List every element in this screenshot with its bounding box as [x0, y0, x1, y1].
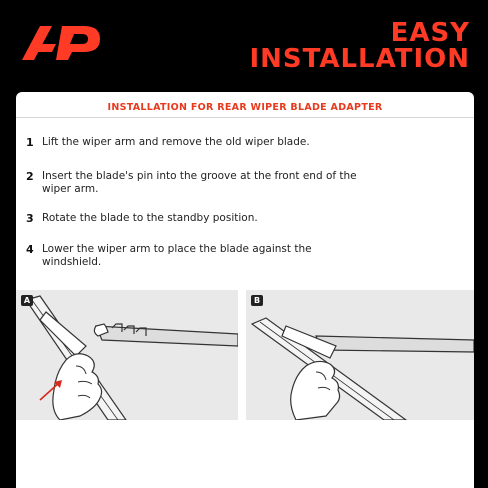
hand-inserting-blade-pin-illustration [16, 290, 238, 420]
step-text: Lower the wiper arm to place the blade against the windshield. [42, 243, 312, 268]
step-text: Lift the wiper arm and remove the old wiper blade. [42, 136, 310, 148]
step-number: 3 [26, 212, 34, 225]
panel-a-badge: A [21, 295, 33, 306]
hand-rotating-blade-illustration [246, 290, 474, 420]
panel-a [16, 290, 238, 420]
headline-line1: EASY [390, 18, 470, 48]
title-divider [16, 117, 474, 118]
card-title: INSTALLATION FOR REAR WIPER BLADE ADAPTER [107, 102, 383, 113]
headline-line2: INSTALLATION [249, 44, 470, 74]
instructions-card [16, 92, 474, 488]
panel-b-badge: B [251, 295, 263, 306]
step-number: 1 [26, 136, 34, 149]
a-premium-logo-icon [22, 22, 102, 62]
header [0, 0, 488, 92]
headline [249, 20, 470, 72]
step-number: 4 [26, 243, 34, 256]
panel-b [246, 290, 474, 420]
step-text: Rotate the blade to the standby position. [42, 212, 258, 224]
step-text: Insert the blade's pin into the groove at the front end of the wiper arm. [42, 170, 357, 195]
step-number: 2 [26, 170, 34, 183]
